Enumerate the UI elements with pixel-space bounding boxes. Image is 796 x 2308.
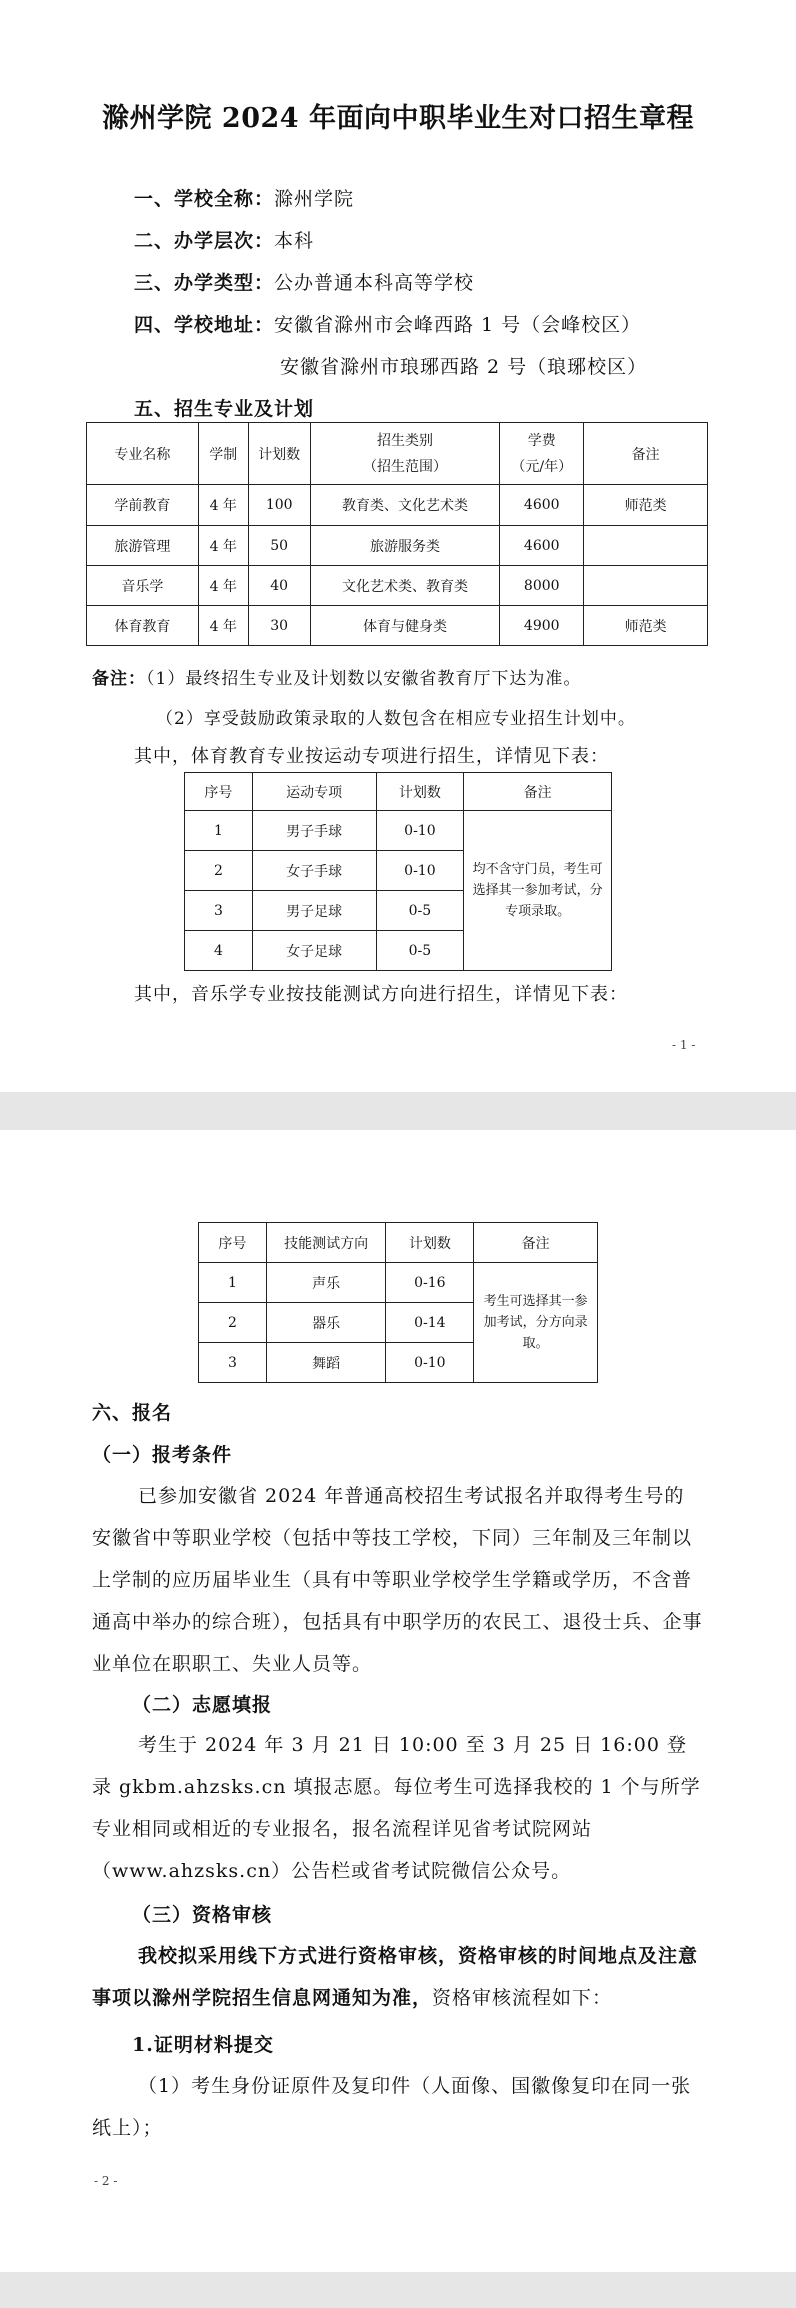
music-intro: 其中，音乐学专业按技能测试方向进行招生，详情见下表： — [134, 984, 628, 1005]
note-1 — [92, 664, 581, 689]
table-row — [87, 526, 708, 566]
table-cell: 女子足球 — [252, 931, 376, 971]
column-header: 序号 — [185, 773, 253, 811]
table-row — [87, 606, 708, 646]
subsection-2-heading: （二）志愿填报 — [132, 1694, 273, 1716]
table-cell: 男子手球 — [252, 811, 376, 851]
header-line: （招生范围） — [362, 458, 447, 475]
column-header: 运动专项 — [252, 773, 376, 811]
info-address-2: 安徽省滁州市琅琊西路 2 号（琅琊校区） — [280, 356, 648, 378]
note-2: （2）享受鼓励政策录取的人数包含在相应专业招生计划中。 — [156, 709, 636, 729]
page-number: - 2 - — [94, 2174, 118, 2188]
table-cell: 女子手球 — [252, 851, 376, 891]
table-cell: 师范类 — [584, 606, 708, 646]
column-header: 技能测试方向 — [266, 1223, 386, 1263]
info-school-name — [134, 184, 354, 211]
table-cell: 4 年 — [198, 485, 248, 526]
table-row — [87, 566, 708, 606]
subsection-materials-heading: 1.证明材料提交 — [132, 2034, 274, 2056]
column-header: 专业名称 — [87, 423, 199, 485]
info-value: 安徽省滁州市会峰西路 1 号（会峰校区） — [274, 314, 642, 336]
info-value: 滁州学院 — [274, 188, 355, 210]
page-2 — [0, 1130, 796, 2272]
info-level — [134, 226, 314, 253]
table-cell: 4600 — [500, 485, 584, 526]
table-cell: 1 — [199, 1263, 267, 1303]
subsection-1-heading: （一）报考条件 — [92, 1444, 233, 1466]
table-cell: 4 年 — [198, 566, 248, 606]
table-cell: 0-10 — [376, 851, 464, 891]
table-row — [185, 811, 612, 851]
review-emphasis: 我校拟采用线下方式进行资格审核，资格审核的时间地点及注意事项以滁州学院招生信息网通知为准， — [92, 1945, 699, 2009]
table-cell: 0-5 — [376, 931, 464, 971]
column-header — [500, 423, 584, 485]
column-header: 备注 — [584, 423, 708, 485]
note-text: （1）最终招生专业及计划数以安徽省教育厅下达为准。 — [146, 669, 582, 689]
table-cell: 师范类 — [584, 485, 708, 526]
paragraph-application: 考生于 2024 年 3 月 21 日 10:00 至 3 月 25 日 16:00 登录 gkbm.ahzsks.cn 填报志愿。每位考生可选择我校的 1 个与所学专业相同或相近的专业报名，报名流程详见省考试院网站（www.ahzsks.cn）公告栏或省考试院微信公众号。 — [92, 1734, 701, 1882]
table-cell: 4 年 — [198, 526, 248, 566]
table-cell: 8000 — [500, 566, 584, 606]
document-title: 滁州学院 2024 年面向中职毕业生对口招生章程 — [102, 103, 694, 134]
table-row — [87, 485, 708, 526]
subsection-3-heading: （三）资格审核 — [132, 1904, 273, 1926]
music-table — [198, 1222, 598, 1383]
table-cell: 30 — [248, 606, 310, 646]
table-cell — [584, 526, 708, 566]
info-label: 四、学校地址： — [134, 314, 275, 336]
table-cell: 2 — [199, 1303, 267, 1343]
table-row — [199, 1263, 598, 1303]
table-cell: 1 — [185, 811, 253, 851]
table-cell: 4 年 — [198, 606, 248, 646]
table-cell: 0-10 — [376, 811, 464, 851]
header-line: 招生类别 — [376, 432, 433, 449]
info-value: 本科 — [274, 230, 315, 252]
info-label: 一、学校全称： — [134, 188, 275, 210]
table-cell: 学前教育 — [87, 485, 199, 526]
table-cell: 0-14 — [386, 1303, 474, 1343]
paragraph-materials: （1）考生身份证原件及复印件（人面像、国徽像复印在同一张纸上）； — [92, 2075, 692, 2139]
table-cell: 2 — [185, 851, 253, 891]
info-address — [134, 310, 641, 337]
table-cell: 3 — [185, 891, 253, 931]
column-header: 备注 — [474, 1223, 598, 1263]
table-cell: 100 — [248, 485, 310, 526]
table-header-row — [185, 773, 612, 811]
header-line: 学费 — [527, 432, 556, 449]
table-cell: 0-16 — [386, 1263, 474, 1303]
column-header: 计划数 — [386, 1223, 474, 1263]
column-header: 备注 — [464, 773, 612, 811]
table-cell: 4 — [185, 931, 253, 971]
table-cell — [584, 566, 708, 606]
review-rest: 资格审核流程如下： — [432, 1987, 613, 2009]
table-cell: 体育教育 — [87, 606, 199, 646]
table-header-row — [199, 1223, 598, 1263]
table-cell: 体育与健身类 — [310, 606, 500, 646]
header-line: （元/年） — [511, 458, 573, 475]
section-5-heading: 五、招生专业及计划 — [134, 398, 315, 420]
table-cell: 旅游服务类 — [310, 526, 500, 566]
table-cell: 0-5 — [376, 891, 464, 931]
column-header: 计划数 — [376, 773, 464, 811]
column-header: 序号 — [199, 1223, 267, 1263]
table-cell: 4900 — [500, 606, 584, 646]
column-header: 学制 — [198, 423, 248, 485]
table-cell: 0-10 — [386, 1343, 474, 1383]
table-cell: 旅游管理 — [87, 526, 199, 566]
column-header — [310, 423, 500, 485]
table-cell: 声乐 — [266, 1263, 386, 1303]
table-cell: 舞蹈 — [266, 1343, 386, 1383]
plan-table — [86, 422, 708, 646]
table-cell: 50 — [248, 526, 310, 566]
table-cell: 男子足球 — [252, 891, 376, 931]
table-cell: 音乐学 — [87, 566, 199, 606]
page-1 — [0, 0, 796, 1092]
table-cell: 40 — [248, 566, 310, 606]
paragraph-eligibility: 已参加安徽省 2024 年普通高校招生考试报名并取得考生号的安徽省中等职业学校（包括中等技工学校，下同）三年制及三年制以上学制的应历届毕业生（具有中等职业学校学生学籍或学历，不含普通高中举办的综合班），包括具有中职学历的农民工、退役士兵、企事业单位在职职工、失业人员等。 — [92, 1485, 703, 1675]
page-number: - 1 - — [672, 1038, 696, 1052]
table-cell: 3 — [199, 1343, 267, 1383]
info-value: 公办普通本科高等学校 — [274, 272, 475, 294]
table-note-cell: 均不含守门员，考生可选择其一参加考试，分专项录取。 — [464, 811, 612, 971]
table-header-row — [87, 423, 708, 485]
info-label: 二、办学层次： — [134, 230, 275, 252]
table-cell: 教育类、文化艺术类 — [310, 485, 500, 526]
column-header: 计划数 — [248, 423, 310, 485]
table-note-cell: 考生可选择其一参加考试，分方向录取。 — [474, 1263, 598, 1383]
sports-intro: 其中，体育教育专业按运动专项进行招生，详情见下表： — [134, 746, 609, 767]
paragraph-review — [92, 1935, 704, 2019]
section-6-heading: 六、报名 — [92, 1402, 173, 1424]
info-label: 三、办学类型： — [134, 272, 275, 294]
table-cell: 器乐 — [266, 1303, 386, 1343]
note-label: 备注： — [92, 669, 146, 689]
info-type — [134, 268, 474, 295]
sports-table — [184, 772, 612, 971]
table-cell: 4600 — [500, 526, 584, 566]
table-cell: 文化艺术类、教育类 — [310, 566, 500, 606]
